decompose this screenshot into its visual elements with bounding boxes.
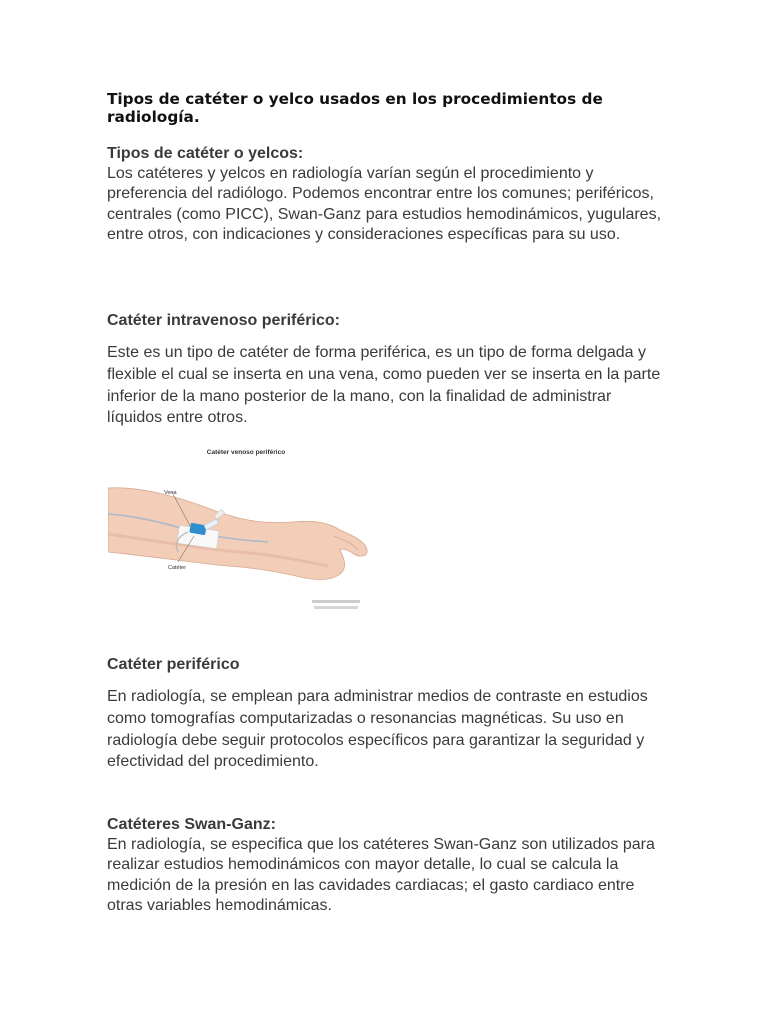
- section-body-swan-ganz: En radiología, se especifica que los catéteres Swan-Ganz son utilizados para realizar estudios hemodinámicos con mayor detalle, lo cual se calcula la medición de la presión en las cavidades cardiacas; el gasto cardiaco entre otras variables hemodinámicas.: [107, 836, 655, 914]
- arm-diagram: [108, 444, 370, 616]
- copyright-mark-line2: [314, 606, 358, 609]
- vein-label: Vena: [164, 490, 177, 496]
- catheter-illustration: [108, 444, 370, 616]
- figure-title: Catéter venoso periférico: [206, 449, 286, 456]
- section-heading-peripheral: Catéter periférico: [107, 656, 240, 673]
- section-body-types: Los catéteres y yelcos en radiología varían según el procedimiento y preferencia del radiólogo. Podemos encontrar entre los comunes; periféricos, centrales (como PICC), Swan-Ganz para estudios hemodinámicos, yugulares, entre otros, con indicaciones y consideraciones específicas para su uso.: [107, 165, 662, 243]
- section-body-peripheral: En radiología, se emplean para administrar medios de contraste en estudios como tomografías computarizadas o resonancias magnéticas. Su uso en radiología debe seguir protocolos específicos para garantizar la seguridad y efectividad del procedimiento.: [107, 688, 648, 771]
- catheter-label: Catéter: [168, 565, 187, 571]
- section-heading-types: Tipos de catéter o yelcos:: [107, 145, 304, 162]
- section-heading-iv-peripheral: Catéter intravenoso periférico:: [107, 312, 340, 329]
- section-heading-swan-ganz: Catéteres Swan-Ganz:: [107, 816, 276, 833]
- section-body-iv-peripheral: Este es un tipo de catéter de forma periférica, es un tipo de forma delgada y flexible el cual se inserta en una vena, como pueden ver se inserta en la parte inferior de la mano posterior de la mano, con la finalidad de administrar líquidos entre otros.: [107, 344, 661, 427]
- copyright-mark: [312, 600, 360, 603]
- forearm-shape: [108, 488, 367, 580]
- document-title: Tipos de catéter o yelco usados en los procedimientos de radiología.: [107, 90, 603, 126]
